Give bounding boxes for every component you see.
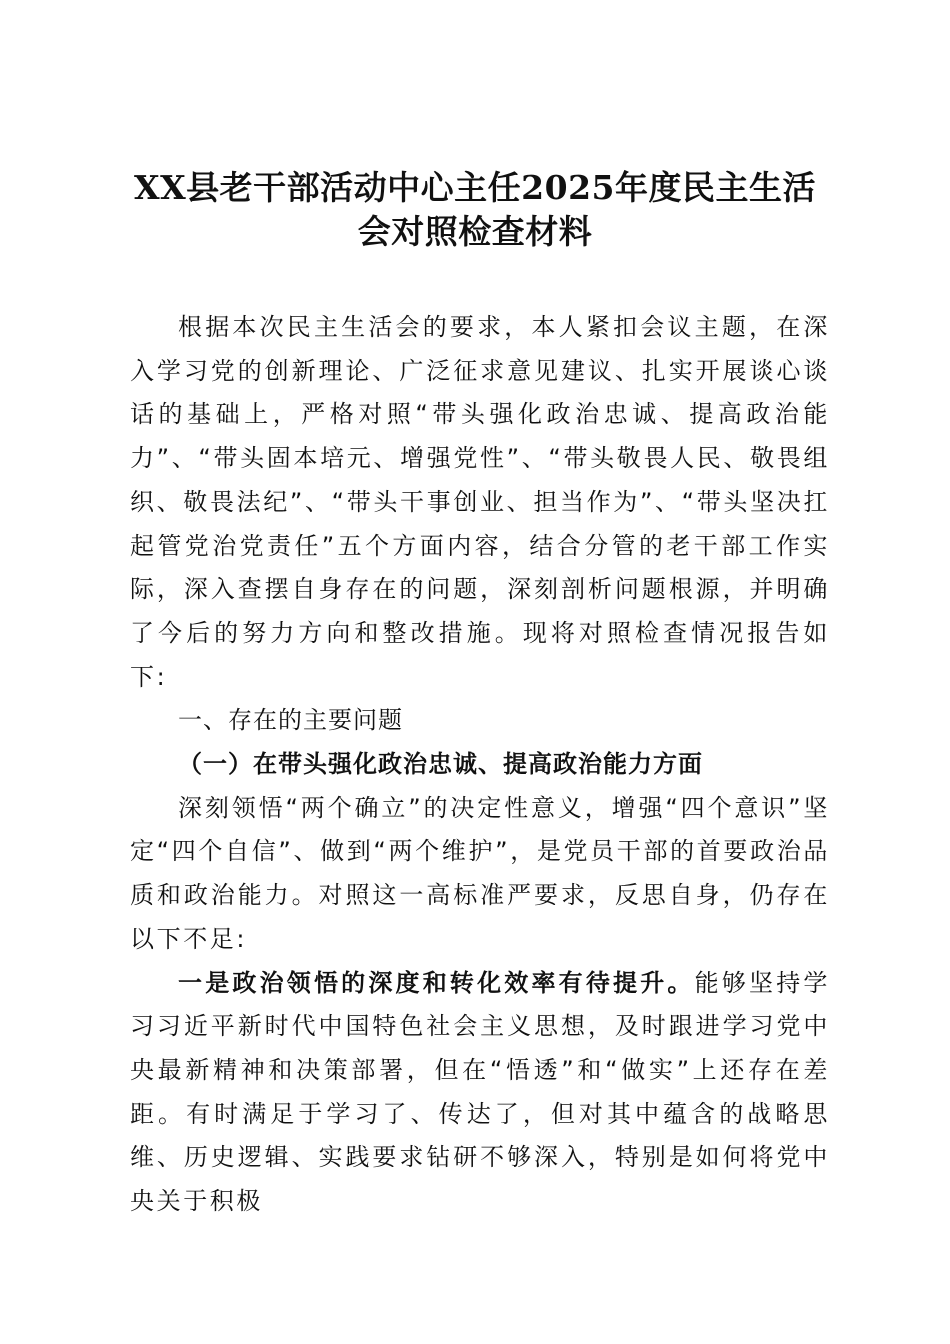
- section-heading: 一、存在的主要问题: [178, 706, 403, 735]
- document-body: [130, 306, 830, 1224]
- point-paragraph: [130, 962, 830, 1224]
- title-line-2: 会对照检查材料: [357, 212, 593, 251]
- document-title: [110, 166, 840, 254]
- point-lead-sentence: 一是政治领悟的深度和转化效率有待提升。: [178, 968, 695, 997]
- intro-paragraph: 根据本次民主生活会的要求，本人紧扣会议主题，在深入学习党的创新理论、广泛征求意见建议、扎实开展谈心谈话的基础上，严格对照“带头强化政治忠诚、提高政治能力”、“带头固本培元、增强党性”、“带头敬畏人民、敬畏组织、敬畏法纪”、“带头干事创业、担当作为”、“带头坚决扛起管党治党责任”五个方面内容，结合分管的老干部工作实际，深入查摆自身存在的问题，深刻剖析问题根源，并明确了今后的努力方向和整改措施。现将对照检查情况报告如下:: [130, 313, 830, 691]
- subsection-intro-paragraph: 深刻领悟“两个确立”的决定性意义，增强“四个意识”坚定“四个自信”、做到“两个维护”，是党员干部的首要政治品质和政治能力。对照这一高标准严要求，反思自身，仍存在以下不足:: [130, 793, 830, 953]
- subsection-heading: （一）在带头强化政治忠诚、提高政治能力方面: [178, 750, 703, 779]
- title-line-1: XX县老干部活动中心主任2025年度民主生活: [133, 168, 817, 207]
- point-body-text: 能够坚持学习习近平新时代中国特色社会主义思想，及时跟进学习党中央最新精神和决策部署，但在“悟透”和“做实”上还存在差距。有时满足于学习了、传达了，但对其中蕴含的战略思维、历史逻辑、实践要求钻研不够深入，特别是如何将党中央关于积极: [130, 968, 831, 1216]
